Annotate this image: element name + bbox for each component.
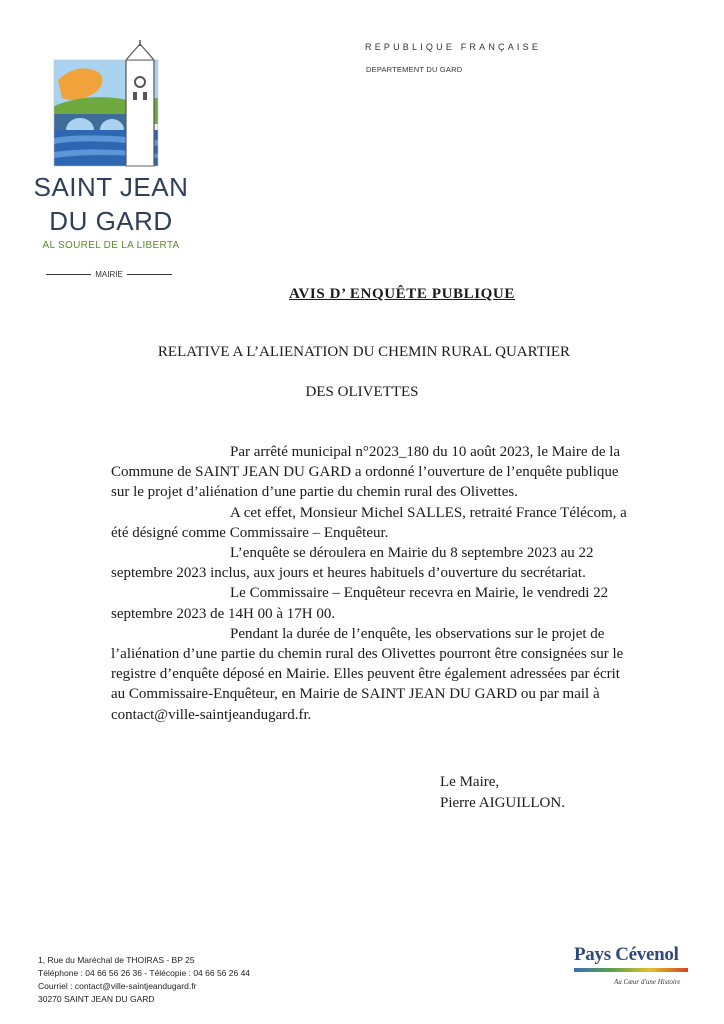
partner-tagline: Au Cœur d'une Histoire bbox=[614, 978, 681, 986]
paragraph-arrete: Par arrêté municipal n°2023_180 du 10 août 2023, le Maire de la Commune de SAINT JEAN DU GARD a ordonné l’ouverture de l’enquête publique sur le projet d’aliénation d’une partie du chemin rural des Olivettes. bbox=[111, 444, 621, 501]
partner-stripe bbox=[574, 968, 688, 972]
town-name-line1: SAINT JEAN bbox=[33, 172, 189, 202]
signature-name: Pierre AIGUILLON. bbox=[440, 795, 565, 811]
footer-city: 30270 SAINT JEAN DU GARD bbox=[38, 994, 155, 1004]
footer-email[interactable]: Courriel : contact@ville-saintjeandugard.fr bbox=[38, 981, 197, 991]
notice-title: AVIS D’ ENQUÊTE PUBLIQUE bbox=[289, 286, 515, 302]
paragraph-permanence: Le Commissaire – Enquêteur recevra en Mairie, le vendredi 22 septembre 2023 de 14H 00 à 17H 00. bbox=[111, 585, 609, 622]
signature-title: Le Maire, bbox=[440, 774, 500, 790]
partner-name: Pays Cévenol bbox=[574, 944, 679, 965]
mairie-label bbox=[46, 268, 172, 280]
footer-address: 1, Rue du Maréchal de THOIRAS - BP 25 bbox=[38, 955, 195, 965]
notice-body bbox=[111, 442, 631, 725]
divider bbox=[46, 274, 91, 275]
notice-subject-line2: DES OLIVETTES bbox=[305, 384, 419, 400]
departement-header: DEPARTEMENT DU GARD bbox=[366, 65, 463, 74]
town-logo bbox=[48, 40, 166, 170]
footer-contact bbox=[38, 954, 250, 1006]
town-motto: AL SOUREL DE LA LIBERTA bbox=[42, 240, 180, 251]
notice-subject-line1: RELATIVE A L’ALIENATION DU CHEMIN RURAL QUARTIER bbox=[157, 344, 571, 360]
signature-block bbox=[440, 772, 565, 814]
republique-header: REPUBLIQUE FRANÇAISE bbox=[365, 42, 542, 52]
paragraph-commissaire: A cet effet, Monsieur Michel SALLES, retraité France Télécom, a été désigné comme Commissaire – Enquêteur. bbox=[111, 504, 627, 541]
pays-cevenol-logo bbox=[574, 944, 696, 992]
town-name-line2: DU GARD bbox=[49, 206, 173, 236]
divider bbox=[127, 274, 172, 275]
paragraph-dates: L’enquête se déroulera en Mairie du 8 septembre 2023 au 22 septembre 2023 inclus, aux jours et heures habituels d’ouverture du secrétariat. bbox=[111, 545, 594, 582]
mairie-text: MAIRIE bbox=[95, 269, 123, 279]
footer-phone: Téléphone : 04 66 56 26 36 - Télécopie : 04 66 56 26 44 bbox=[38, 968, 251, 978]
paragraph-observations: Pendant la durée de l’enquête, les observations sur le projet de l’aliénation d’une partie du chemin rural des Olivettes pourront être consignées sur le registre d’enquête déposé en Mairie. Elles peuvent être également adressées par écrit au Commissaire-Enquêteur, en Mairie de SAINT JEAN DU GARD ou par mail à contact@ville-saintjeandugard.fr. bbox=[111, 625, 624, 723]
